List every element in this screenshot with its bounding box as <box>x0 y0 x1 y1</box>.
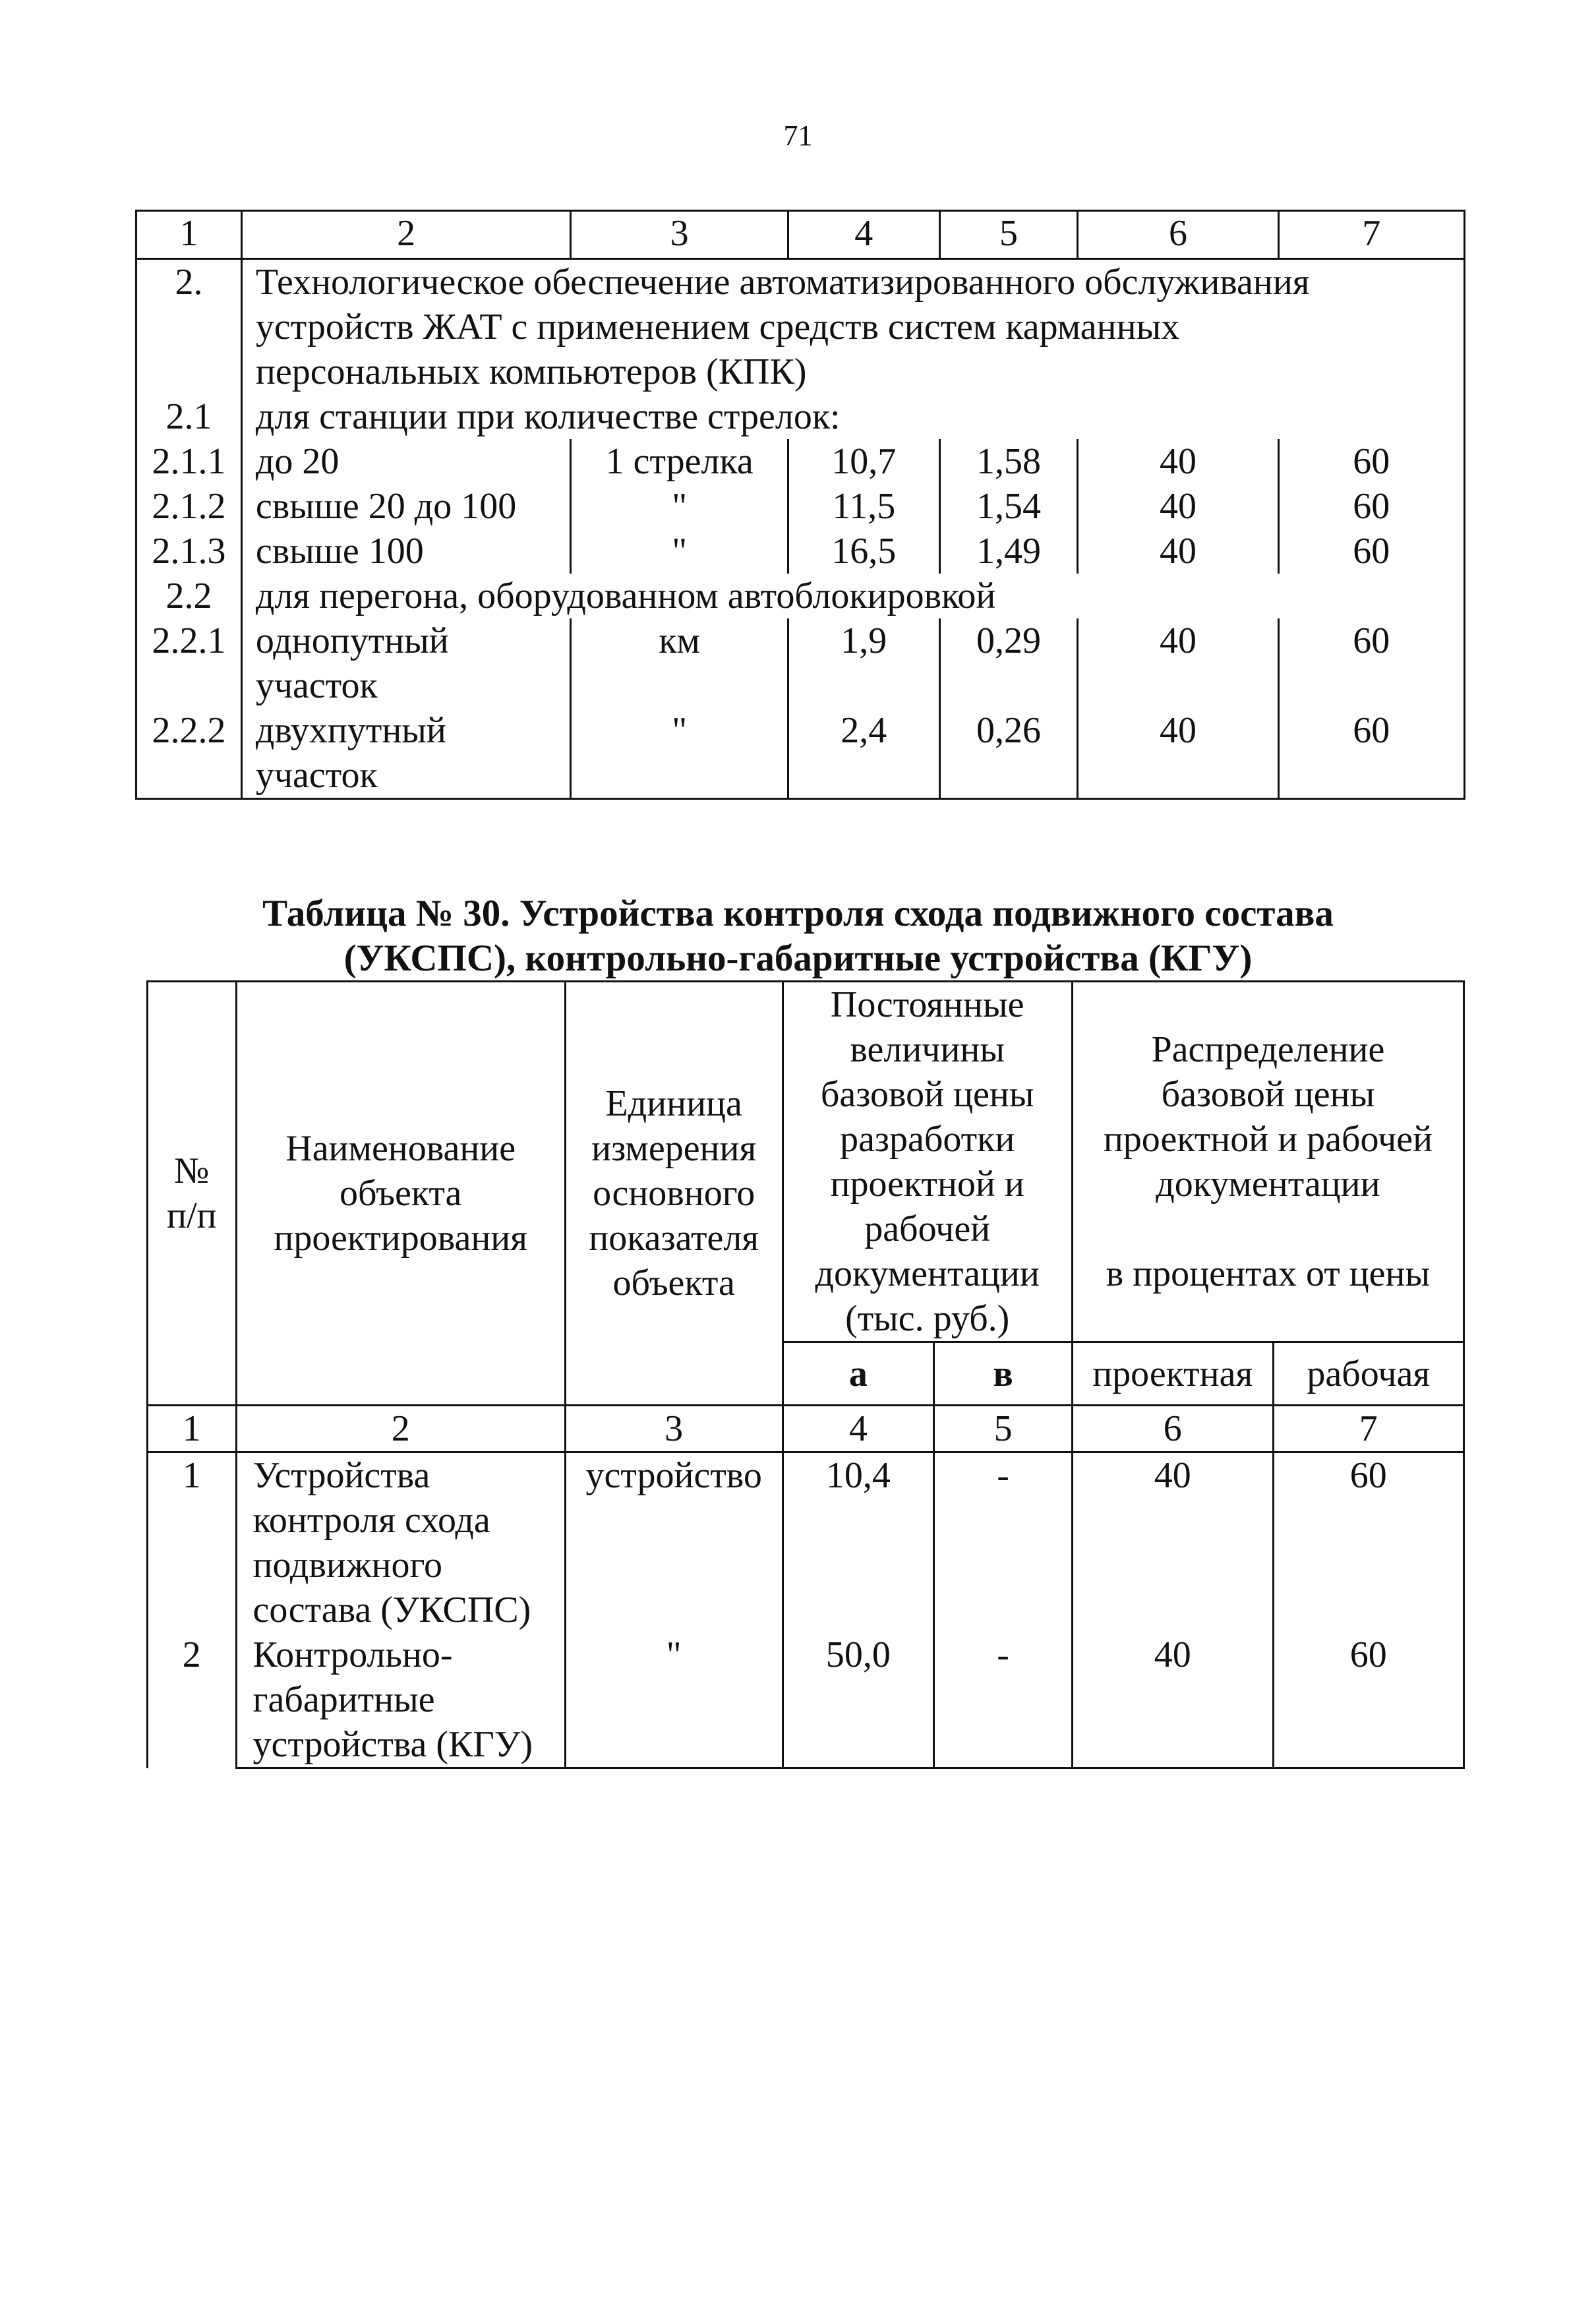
subheader-a: а <box>783 1342 934 1406</box>
col-num-4: 4 <box>783 1406 934 1452</box>
caption-line-2: (УКСПС), контрольно-габаритные устройства (КГУ) <box>343 938 1253 979</box>
col-num-5: 5 <box>939 211 1078 259</box>
row-b: 0,26 <box>939 708 1078 799</box>
header-unit-line: Единица <box>605 1083 742 1124</box>
row-a: 16,5 <box>788 529 939 574</box>
header-dist-pct: в процентах от цены <box>1106 1253 1431 1294</box>
header-name-line: объекта <box>340 1173 462 1214</box>
row-proj: 40 <box>1078 439 1278 484</box>
subsection-num: 2.1 <box>136 394 242 439</box>
row-name-line: Устройства <box>252 1455 430 1496</box>
row-num: 2.1.3 <box>136 529 242 574</box>
row-proj: 40 <box>1078 484 1278 529</box>
row-a-values <box>783 1452 934 1768</box>
col-num-5: 5 <box>934 1406 1073 1452</box>
header-dist-line: базовой цены <box>1161 1074 1375 1115</box>
row-a: 2,4 <box>788 708 939 799</box>
col-num-3: 3 <box>565 1406 783 1452</box>
row-name-line: двухпутный <box>255 710 446 751</box>
row-name-line: участок <box>255 665 378 706</box>
row-proj: 40 <box>1078 618 1278 708</box>
row-unit-1: устройство <box>585 1455 762 1496</box>
header-distribution <box>1072 982 1463 1342</box>
subsection-title: для станции при количестве стрелок: <box>241 394 1464 439</box>
header-num-line: п/п <box>167 1195 217 1236</box>
table-row <box>136 618 1465 708</box>
header-const <box>783 982 1072 1342</box>
header-const-line: проектной и <box>830 1164 1024 1205</box>
row-name-line: габаритные <box>252 1679 435 1720</box>
row-num: 2.1.1 <box>136 439 242 484</box>
subheader-b: в <box>934 1342 1073 1406</box>
continuation-table <box>135 210 1465 800</box>
row-b: 1,49 <box>939 529 1078 574</box>
row-unit-2: " <box>666 1634 682 1675</box>
page-number: 71 <box>783 119 813 152</box>
header-dist-line: документации <box>1156 1164 1380 1205</box>
table-30 <box>146 980 1465 1769</box>
row-b-2: - <box>997 1634 1009 1675</box>
caption-line-1: Таблица № 30. Устройства контроля схода подвижного состава <box>262 893 1334 934</box>
header-num <box>148 982 237 1406</box>
col-num-3: 3 <box>571 211 788 259</box>
header-const-line: документации <box>815 1253 1040 1294</box>
section-title-line: Технологическое обеспечение автоматизированного обслуживания <box>255 262 1310 303</box>
row-proj: 40 <box>1078 529 1278 574</box>
header-dist-line: проектной и рабочей <box>1103 1119 1433 1160</box>
section-num: 2. <box>136 259 242 395</box>
row-num <box>148 1452 237 1768</box>
header-const-line: разработки <box>840 1119 1015 1160</box>
row-name-line: устройства (КГУ) <box>252 1724 533 1765</box>
row-work: 60 <box>1278 439 1464 484</box>
header-unit <box>565 982 783 1406</box>
table-row <box>136 439 1465 484</box>
section-title <box>241 259 1464 395</box>
row-a-2: 50,0 <box>825 1634 891 1675</box>
row-work-values <box>1273 1452 1463 1768</box>
col-num-2: 2 <box>236 1406 565 1452</box>
table-row <box>136 529 1465 574</box>
header-num-line: № <box>174 1150 210 1191</box>
subsection-title: для перегона, оборудованном автоблокировкой <box>241 574 1464 618</box>
column-number-row <box>148 1406 1464 1452</box>
row-a: 10,7 <box>788 439 939 484</box>
subsection-row <box>136 574 1465 618</box>
header-const-line: Постоянные <box>830 984 1024 1025</box>
header-name-line: Наименование <box>285 1128 516 1169</box>
subsection-num: 2.2 <box>136 574 242 618</box>
header-const-line: рабочей <box>864 1208 991 1249</box>
row-a: 1,9 <box>788 618 939 708</box>
row-proj-2: 40 <box>1154 1634 1191 1675</box>
row-b: 1,54 <box>939 484 1078 529</box>
row-a: 11,5 <box>788 484 939 529</box>
header-row <box>148 982 1464 1342</box>
section-title-line: персональных компьютеров (КПК) <box>255 351 807 392</box>
section-title-line: устройств ЖАТ с применением средств систем карманных <box>255 307 1180 347</box>
row-unit: " <box>571 529 788 574</box>
subheader-proj: проектная <box>1072 1342 1273 1406</box>
row-work-1: 60 <box>1349 1455 1387 1496</box>
row-name-line: подвижного <box>252 1545 443 1586</box>
header-const-line: величины <box>850 1029 1005 1070</box>
row-work: 60 <box>1278 708 1464 799</box>
header-const-line: (тыс. руб.) <box>845 1298 1010 1339</box>
row-a-1: 10,4 <box>825 1455 891 1496</box>
col-num-4: 4 <box>788 211 939 259</box>
section-row <box>136 259 1465 395</box>
row-name: до 20 <box>241 439 570 484</box>
row-work: 60 <box>1278 529 1464 574</box>
column-number-row <box>136 211 1465 259</box>
table-row <box>136 708 1465 799</box>
header-name-line: проектирования <box>274 1218 528 1259</box>
row-num: 2.2.1 <box>136 618 242 708</box>
col-num-7: 7 <box>1278 211 1464 259</box>
subsection-row <box>136 394 1465 439</box>
row-b: 0,29 <box>939 618 1078 708</box>
row-name-line: состава (УКСПС) <box>252 1590 531 1630</box>
row-name-line: однопутный <box>255 620 449 661</box>
subheader-work: рабочая <box>1273 1342 1463 1406</box>
row-b-values <box>934 1452 1073 1768</box>
row-work-2: 60 <box>1349 1634 1387 1675</box>
header-dist-line: Распределение <box>1151 1029 1385 1070</box>
header-name <box>236 982 565 1406</box>
col-num-1: 1 <box>148 1406 237 1452</box>
row-units <box>565 1452 783 1768</box>
row-proj-values <box>1072 1452 1273 1768</box>
row-name <box>241 708 570 799</box>
header-unit-line: основного <box>593 1173 755 1214</box>
header-unit-line: показателя <box>589 1218 759 1259</box>
row-unit: " <box>571 484 788 529</box>
col-num-6: 6 <box>1072 1406 1273 1452</box>
header-const-line: базовой цены <box>820 1074 1034 1115</box>
table-row <box>148 1452 1464 1768</box>
row-name <box>241 618 570 708</box>
row-unit: 1 стрелка <box>571 439 788 484</box>
row-name: свыше 100 <box>241 529 570 574</box>
row-proj-1: 40 <box>1154 1455 1191 1496</box>
table-caption <box>0 891 1596 981</box>
row-unit: км <box>571 618 788 708</box>
row-names <box>236 1452 565 1768</box>
header-unit-line: объекта <box>612 1263 735 1303</box>
row-name-line: контроля схода <box>252 1500 490 1541</box>
col-num-6: 6 <box>1078 211 1278 259</box>
row-num: 2.2.2 <box>136 708 242 799</box>
row-b-1: - <box>997 1455 1009 1496</box>
row-work: 60 <box>1278 484 1464 529</box>
row-num: 2.1.2 <box>136 484 242 529</box>
row-name: свыше 20 до 100 <box>241 484 570 529</box>
col-num-1: 1 <box>136 211 242 259</box>
row-proj: 40 <box>1078 708 1278 799</box>
row-num-2: 2 <box>182 1634 201 1675</box>
row-name-line: участок <box>255 755 378 796</box>
col-num-2: 2 <box>241 211 570 259</box>
header-unit-line: измерения <box>591 1128 757 1169</box>
row-work: 60 <box>1278 618 1464 708</box>
row-b: 1,58 <box>939 439 1078 484</box>
row-num-1: 1 <box>182 1455 201 1496</box>
table-row <box>136 484 1465 529</box>
col-num-7: 7 <box>1273 1406 1463 1452</box>
row-unit: " <box>571 708 788 799</box>
row-name-line: Контрольно- <box>252 1634 453 1675</box>
